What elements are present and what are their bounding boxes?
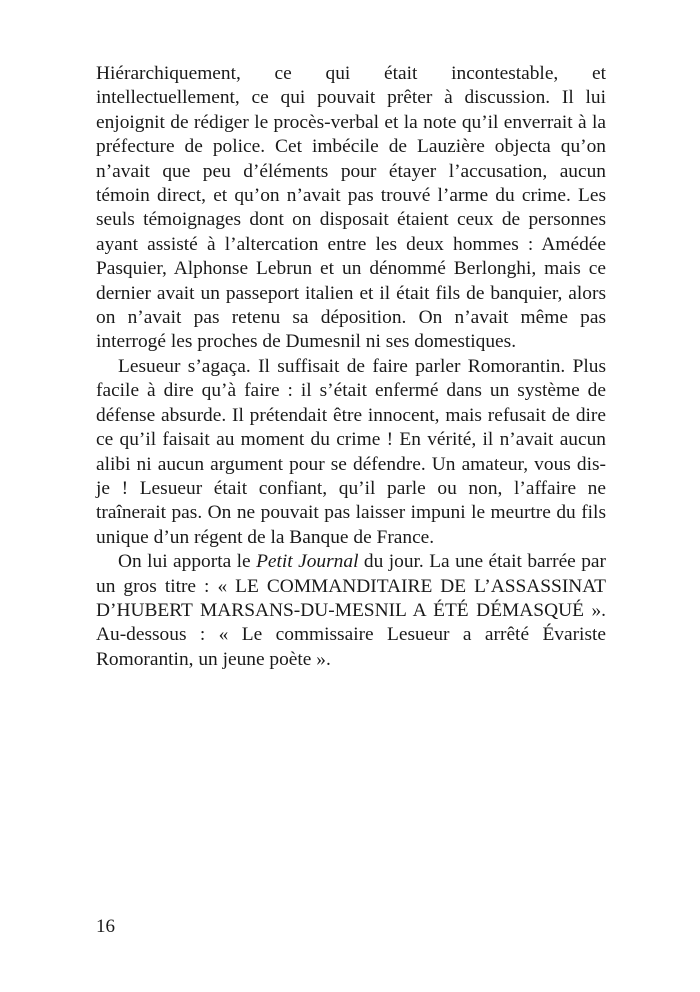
paragraph-1: Hiérarchiquement, ce qui était incontestable, et intellectuellement, ce qui pouvait prêter à discussion. Il lui enjoignit de rédiger le procès-verbal et la note qu’il enverrait à la préfecture de police. Cet imbécile de Lauzière objecta qu’on n’avait que peu d’éléments pour étayer l’accusation, aucun témoin direct, et qu’on n’avait pas trouvé l’arme du crime. Les seuls témoignages dont on disposait étaient ceux de personnes ayant assisté à l’altercation entre les deux hommes : Amédée Pasquier, Alphonse Lebrun et un dénommé Berlonghi, mais ce dernier avait un passeport italien et il était fils de banquier, alors on n’avait pas retenu sa déposition. On n’avait même pas interrogé les proches de Dumesnil ni ses domestiques. bbox=[96, 63, 606, 353]
paragraph-3-text-start: On lui apporta le bbox=[118, 551, 257, 573]
newspaper-title: Petit Journal bbox=[256, 551, 359, 573]
paragraph-3 bbox=[96, 550, 606, 672]
paragraph-2: Lesueur s’agaça. Il suffisait de faire parler Romorantin. Plus facile à dire qu’à faire : il s’était enfermé dans un système de défense absurde. Il prétendait être innocent, mais refusait de dire ce qu’il faisait au moment du crime ! En vérité, il n’avait aucun alibi ni aucun argument pour se défendre. Un amateur, vous dis-je ! Lesueur était confiant, qu’il parle ou non, l’affaire ne traînerait pas. On ne pouvait pas laisser impuni le meurtre du fils unique d’un régent de la Banque de France. bbox=[96, 355, 606, 548]
paragraph-3-text-end: du jour. La une était barrée par un gros titre : « LE COMMANDITAIRE DE L’ASSASSINAT D’HUBERT MARSANS-DU-MESNIL A ÉTÉ DÉMASQUÉ ». Au-dessous : « Le commissaire Lesueur a arrêté Évariste Romorantin, un jeune poète ». bbox=[96, 551, 606, 670]
page-number: 16 bbox=[96, 916, 115, 937]
body-text bbox=[96, 62, 606, 672]
